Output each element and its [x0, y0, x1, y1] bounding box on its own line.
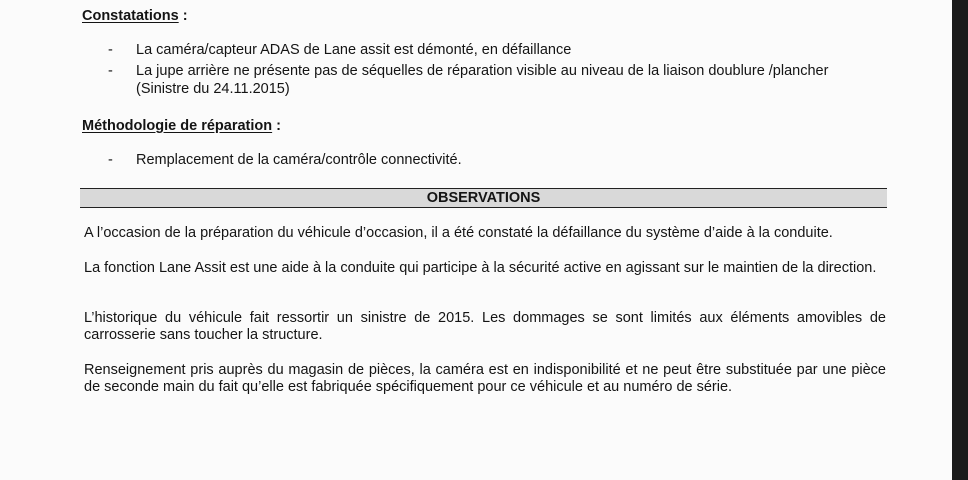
constatation-item [108, 62, 828, 80]
constatation-item-continuation: (Sinistre du 24.11.2015) [136, 81, 290, 97]
methodologie-item [108, 151, 462, 169]
methodologie-item-text: Remplacement de la caméra/contrôle connectivité. [136, 152, 462, 168]
constatations-heading [82, 7, 188, 25]
constatations-colon: : [178, 8, 188, 24]
observation-paragraph: La fonction Lane Assit est une aide à la conduite qui participe à la sécurité active en agissant sur le maintien de la direction. [84, 260, 877, 276]
observation-paragraph: Renseignement pris auprès du magasin de pièces, la caméra est en indisponibilité et ne peut être substituée par une pièce de seconde main du fait qu’elle est fabriquée spécifiquement pour ce véhicule et au numéro de série. [84, 362, 886, 395]
bullet-dash: - [108, 63, 113, 79]
methodologie-colon: : [272, 118, 281, 134]
constatation-item [108, 41, 571, 59]
methodologie-heading [82, 117, 281, 135]
bullet-dash: - [108, 42, 113, 58]
bullet-dash: - [108, 152, 113, 168]
constatation-item-text: La jupe arrière ne présente pas de séquelles de réparation visible au niveau de la liaison doublure /plancher [136, 63, 829, 79]
observations-header: OBSERVATIONS [80, 188, 887, 208]
observation-paragraph: A l’occasion de la préparation du véhicule d’occasion, il a été constaté la défaillance du système d’aide à la conduite. [84, 225, 833, 241]
observation-paragraph: L’historique du véhicule fait ressortir un sinistre de 2015. Les dommages se sont limités aux éléments amovibles de carrosserie sans toucher la structure. [84, 310, 886, 343]
constatations-title: Constatations [82, 8, 179, 24]
methodologie-title: Méthodologie de réparation [82, 118, 273, 134]
constatation-item-text: La caméra/capteur ADAS de Lane assit est démonté, en défaillance [136, 42, 572, 58]
